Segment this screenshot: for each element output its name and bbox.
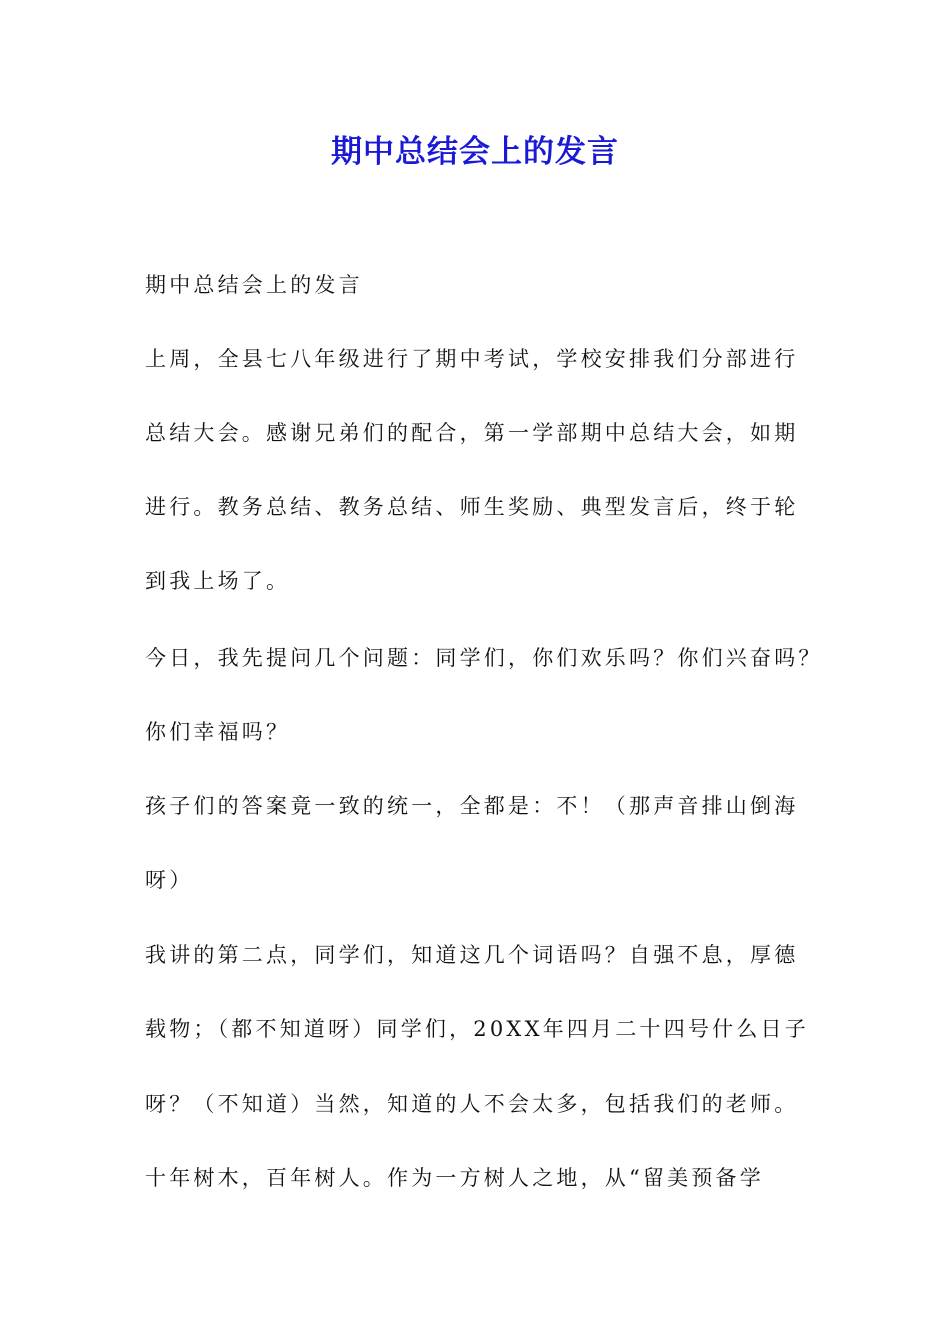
paragraph-line: 呀） xyxy=(145,868,194,892)
paragraph-line: 今日，我先提问几个问题：同学们，你们欢乐吗？你们兴奋吗？ xyxy=(145,646,823,670)
paragraph-line: 十年树木，百年树人。作为一方树人之地，从“留美预备学 xyxy=(145,1166,764,1190)
paragraph-line: 上周，全县七八年级进行了期中考试，学校安排我们分部进行 xyxy=(145,347,799,371)
document-title: 期中总结会上的发言 xyxy=(331,134,619,170)
paragraph-line: 载物；（都不知道呀）同学们，20XX年四月二十四号什么日子 xyxy=(145,1017,809,1041)
paragraph-line: 呀？（不知道）当然，知道的人不会太多，包括我们的老师。 xyxy=(145,1092,799,1116)
paragraph-line: 总结大会。感谢兄弟们的配合，第一学部期中总结大会，如期 xyxy=(145,421,799,445)
paragraph-line: 你们幸福吗？ xyxy=(145,720,291,744)
paragraph-line: 到我上场了。 xyxy=(145,569,291,593)
paragraph-line: 孩子们的答案竟一致的统一，全都是：不！（那声音排山倒海 xyxy=(145,794,799,818)
paragraph-line: 进行。教务总结、教务总结、师生奖励、典型发言后，终于轮 xyxy=(145,495,799,519)
paragraph-line: 我讲的第二点，同学们，知道这几个词语吗？自强不息，厚德 xyxy=(145,943,799,967)
paragraph-line: 期中总结会上的发言 xyxy=(145,273,363,297)
